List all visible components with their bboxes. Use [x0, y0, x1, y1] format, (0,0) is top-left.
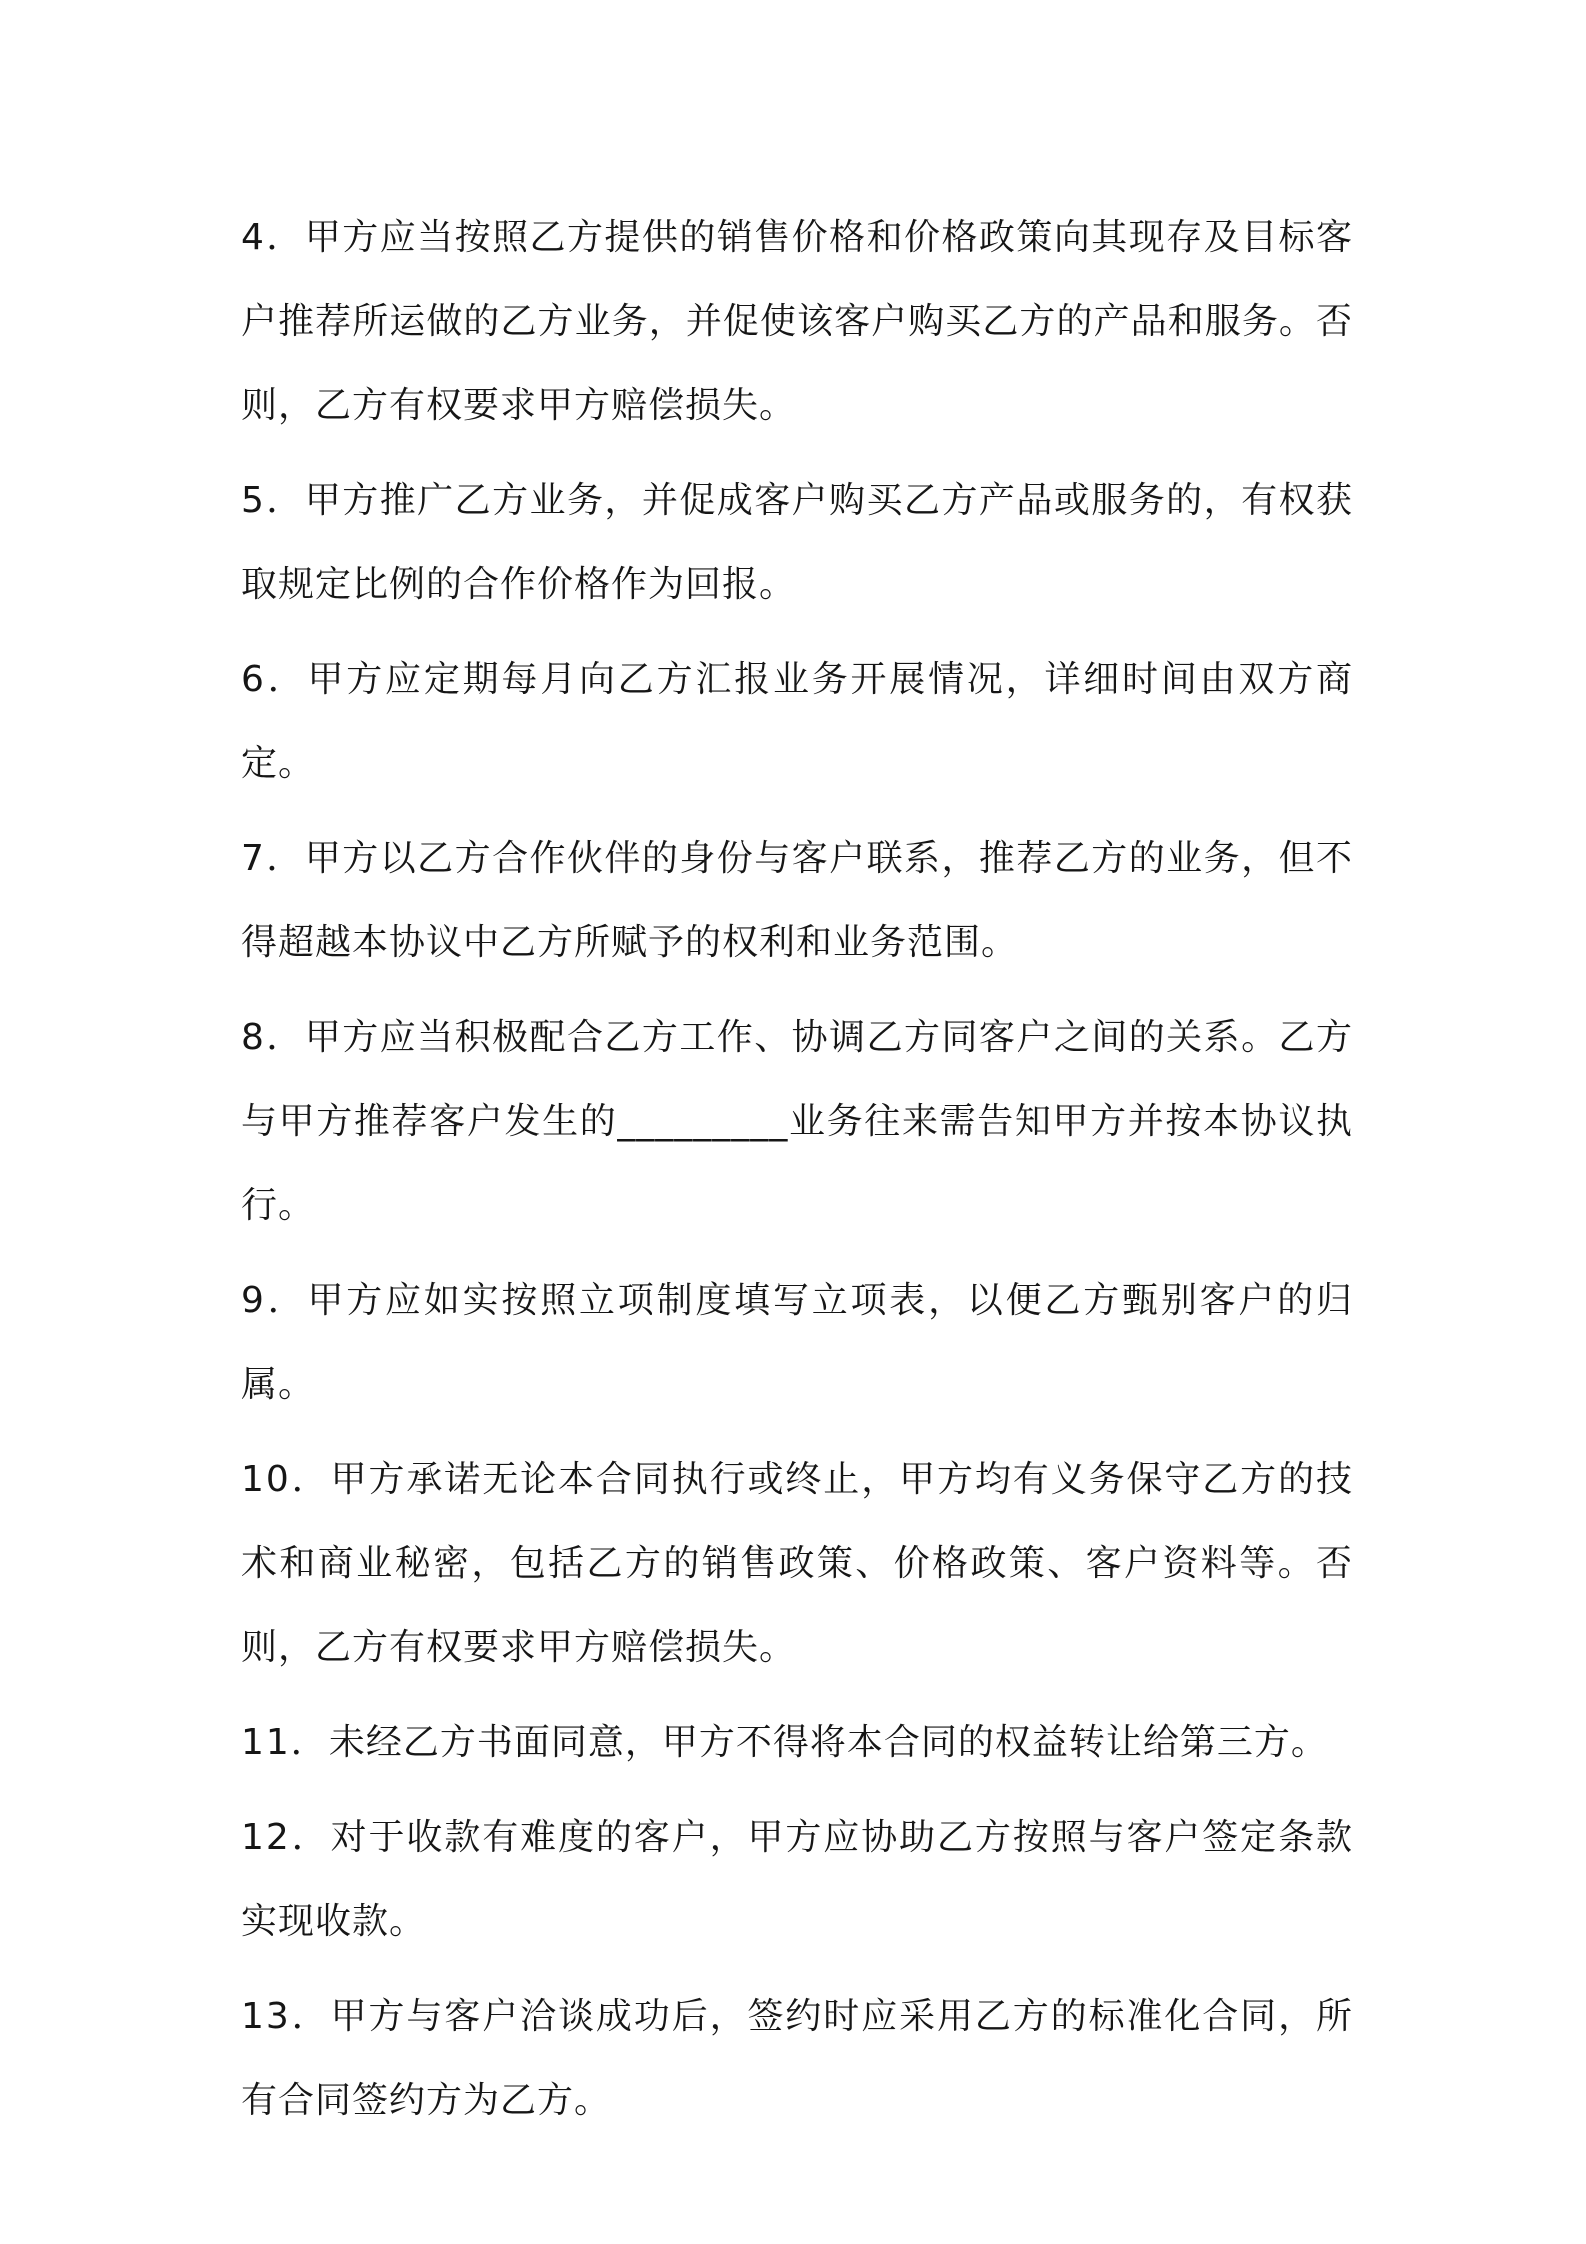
clause-number: 12．: [241, 1817, 331, 1858]
clause-number: 13．: [241, 1996, 331, 2037]
clause-text: 甲方应当按照乙方提供的销售价格和价格政策向其现存及目标客户推荐所运做的乙方业务，并促使该客户购买乙方的产品和服务。否则，乙方有权要求甲方赔偿损失。: [241, 217, 1353, 426]
clause-7: [241, 817, 1353, 985]
clause-10: [241, 1438, 1353, 1690]
clause-13: [241, 1975, 1353, 2143]
clause-number: 5．: [241, 480, 305, 521]
clause-number: 6．: [241, 659, 308, 700]
clause-number: 4．: [241, 217, 305, 258]
clause-number: 9．: [241, 1280, 308, 1321]
clause-text: 甲方承诺无论本合同执行或终止，甲方均有义务保守乙方的技术和商业秘密，包括乙方的销售政策、价格政策、客户资料等。否则，乙方有权要求甲方赔偿损失。: [241, 1459, 1353, 1668]
clause-8: [241, 996, 1353, 1248]
clause-5: [241, 459, 1353, 627]
clause-text: 对于收款有难度的客户，甲方应协助乙方按照与客户签定条款实现收款。: [241, 1817, 1353, 1942]
clause-text: 甲方推广乙方业务，并促成客户购买乙方产品或服务的，有权获取规定比例的合作价格作为回报。: [241, 480, 1353, 605]
clause-text: 甲方与客户洽谈成功后，签约时应采用乙方的标准化合同，所有合同签约方为乙方。: [241, 1996, 1353, 2121]
clause-12: [241, 1796, 1353, 1964]
clause-number: 11．: [241, 1722, 329, 1763]
clause-text: 甲方应当积极配合乙方工作、协调乙方同客户之间的关系。乙方与甲方推荐客户发生的_________业务往来需告知甲方并按本协议执行。: [241, 1017, 1353, 1226]
clause-text: 未经乙方书面同意，甲方不得将本合同的权益转让给第三方。: [328, 1722, 1328, 1763]
clause-number: 7．: [241, 838, 305, 879]
clause-9: [241, 1259, 1353, 1427]
clause-6: [241, 638, 1353, 806]
clause-11: [241, 1701, 1353, 1785]
clause-list: [241, 196, 1353, 2154]
clause-text: 甲方应定期每月向乙方汇报业务开展情况，详细时间由双方商定。: [241, 659, 1353, 784]
clause-number: 10．: [241, 1459, 331, 1500]
clause-text: 甲方以乙方合作伙伴的身份与客户联系，推荐乙方的业务，但不得超越本协议中乙方所赋予的权利和业务范围。: [241, 838, 1353, 963]
clause-4: [241, 196, 1353, 448]
clause-text: 甲方应如实按照立项制度填写立项表，以便乙方甄别客户的归属。: [241, 1280, 1353, 1405]
clause-number: 8．: [241, 1017, 305, 1058]
